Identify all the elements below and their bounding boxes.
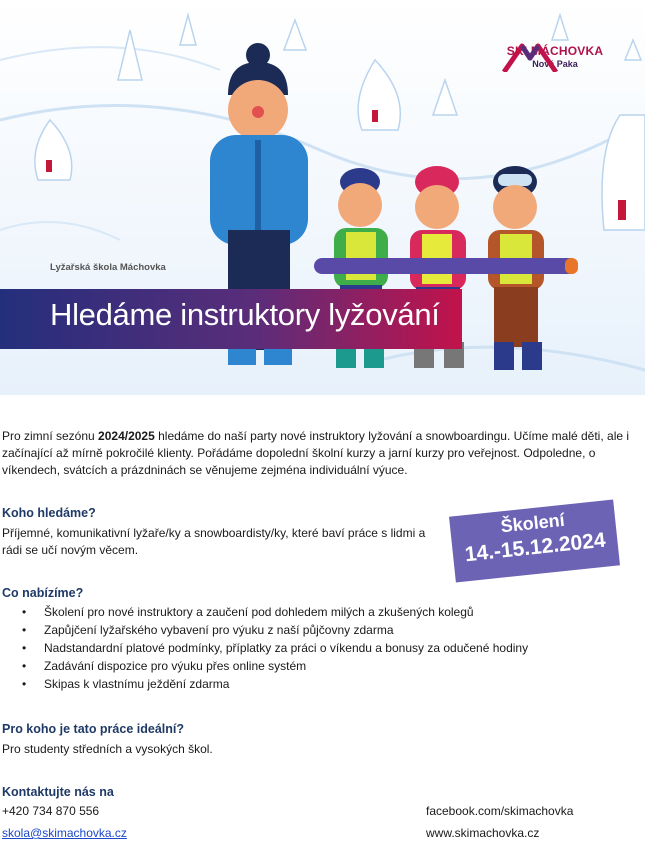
ski-machovka-logo [500,42,610,69]
list-item: • Skipas k vlastnímu ježdění zdarma [22,675,582,693]
heading-ideal: Pro koho je tato práce ideální? [2,722,184,736]
contact-facebook: facebook.com/skimachovka [426,804,574,818]
training-date-stamp [449,500,620,583]
stamp-date: 14.-15.12.2024 [463,528,607,567]
intro-before: Pro zimní sezónu [2,429,99,443]
intro-after: hledáme do naší party nové instruktory lyžování a snowboardingu. Učíme malé děti, ale i začínající až mírně pokročilé klienty. Pořádáme dopolední školní kurzy a jarní kurzy pro veřejnost. Odpoledne, o víkendech, svátcích a prázdninách se věnujeme zejména individuální výuce. [2,429,630,477]
intro-season: 2024/2025 [98,429,155,443]
heading-contact: Kontaktujte nás na [2,785,114,799]
list-item: • Zadávání dispozice pro výuku přes online systém [22,657,582,675]
school-label: Lyžařská škola Máchovka [50,262,166,273]
intro-paragraph [2,428,638,479]
stamp-title: Školení [499,509,566,537]
heading-koho: Koho hledáme? [2,506,96,520]
list-item: • Školení pro nové instruktory a zaučení pod dohledem milých a zkušených kolegů [22,603,582,621]
mountain-logo-icon [500,42,560,72]
contact-phone: +420 734 870 556 [2,804,100,818]
koho-text: Příjemné, komunikativní lyžaře/ky a snowboardisty/ky, které baví práce s lidmi a rádi se učí novým věcem. [2,526,426,557]
page-title: Hledáme instruktory lyžování [50,297,440,332]
ski-board [314,258,578,274]
offer-list [22,603,582,693]
logo-name: SKI MÁCHOVKA [506,44,604,58]
ideal-text: Pro studenty středních a vysokých škol. [2,742,213,756]
list-item: • Zapůjčení lyžařského vybavení pro výuku z naší půjčovny zdarma [22,621,582,639]
heading-offer: Co nabízíme? [2,586,84,600]
list-item: • Nadstandardní platové podmínky, příplatky za práci o víkendu a bonusy za odučené hodiny [22,639,582,657]
logo-town: Nová Paka [532,59,578,69]
contact-website: www.skimachovka.cz [426,826,540,840]
contact-email-link[interactable]: skola@skimachovka.cz [2,826,127,840]
